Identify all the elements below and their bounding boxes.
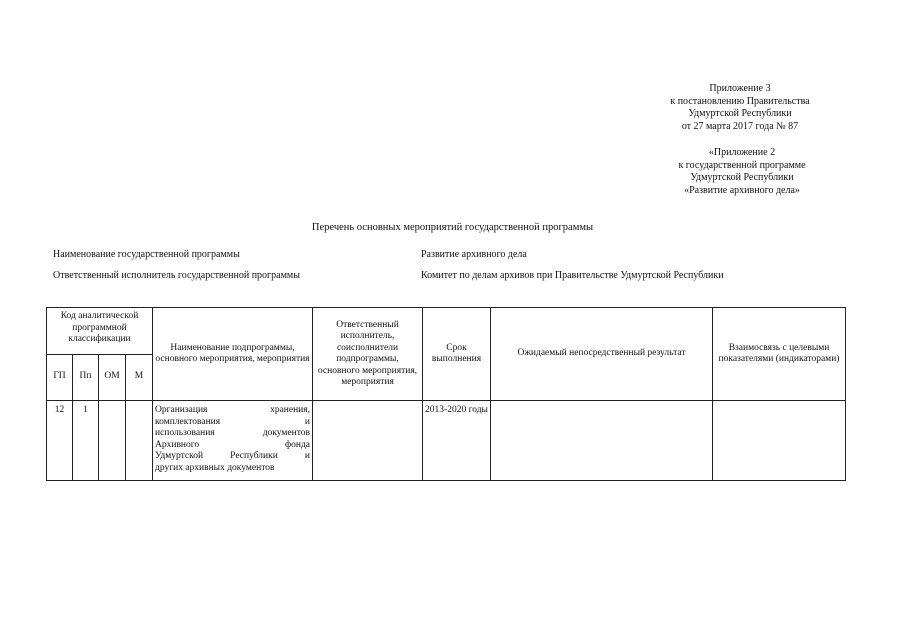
appendix-2-line: к государственной программе: [678, 159, 806, 171]
cell-term: 2013-2020 годы: [423, 401, 491, 481]
appendix-3-line: Удмуртской Республики: [688, 108, 792, 119]
cell-name-line: других архивных документов: [155, 462, 275, 473]
header-term: Срок выполнения: [423, 308, 491, 401]
cell-responsible: [313, 401, 423, 481]
cell-name-line: Архивного фонда: [155, 439, 310, 450]
responsible-executor-label: Ответственный исполнитель государственной программы: [53, 270, 300, 281]
table-row: [47, 401, 846, 481]
cell-name-line: комплектования и: [155, 416, 310, 427]
table-header-row: [47, 308, 846, 355]
appendix-3-line: от 27 марта 2017 года № 87: [681, 120, 799, 132]
appendix-2-line: Удмуртской Республики: [690, 172, 794, 183]
appendix-3-block: [640, 83, 840, 133]
cell-om: [99, 401, 126, 481]
appendix-3-line: к постановлению Правительства: [670, 95, 810, 107]
header-name: Наименование подпрограммы, основного мероприятия, мероприятия: [153, 308, 313, 401]
cell-name: [153, 401, 313, 481]
cell-name-line: использования документов: [155, 428, 310, 438]
cell-name-line: Организация хранения,: [155, 405, 310, 415]
cell-indicators: [713, 401, 846, 481]
header-om: ОМ: [99, 355, 126, 401]
appendix-2-line: «Приложение 2: [708, 147, 776, 158]
program-name-label: Наименование государственной программы: [53, 249, 240, 260]
header-code: Код аналитической программной классификации: [47, 308, 153, 355]
appendix-2-line: «Развитие архивного дела»: [684, 184, 800, 196]
program-name-value: Развитие архивного дела: [421, 249, 527, 260]
cell-gp: 12: [47, 401, 73, 481]
cell-pp: 1: [73, 401, 99, 481]
header-indicators: Взаимосвязь с целевыми показателями (индикаторами): [713, 308, 846, 401]
cell-name-line: Удмуртской Республики и: [155, 451, 310, 461]
appendix-3-line: Приложение 3: [709, 83, 771, 94]
header-gp: ГП: [47, 355, 73, 401]
header-m: М: [126, 355, 153, 401]
appendix-2-block: [647, 147, 837, 197]
header-result: Ожидаемый непосредственный результат: [491, 308, 713, 401]
list-title: Перечень основных мероприятий государственной программы: [311, 222, 594, 233]
cell-m: [126, 401, 153, 481]
header-responsible: Ответственный исполнитель, соисполнители подпрограммы, основного мероприятия, мероприятия: [313, 308, 423, 401]
activities-table: [46, 307, 846, 481]
responsible-executor-value: Комитет по делам архивов при Правительстве Удмуртской Республики: [421, 270, 724, 281]
header-pp: Пп: [73, 355, 99, 401]
cell-result: [491, 401, 713, 481]
